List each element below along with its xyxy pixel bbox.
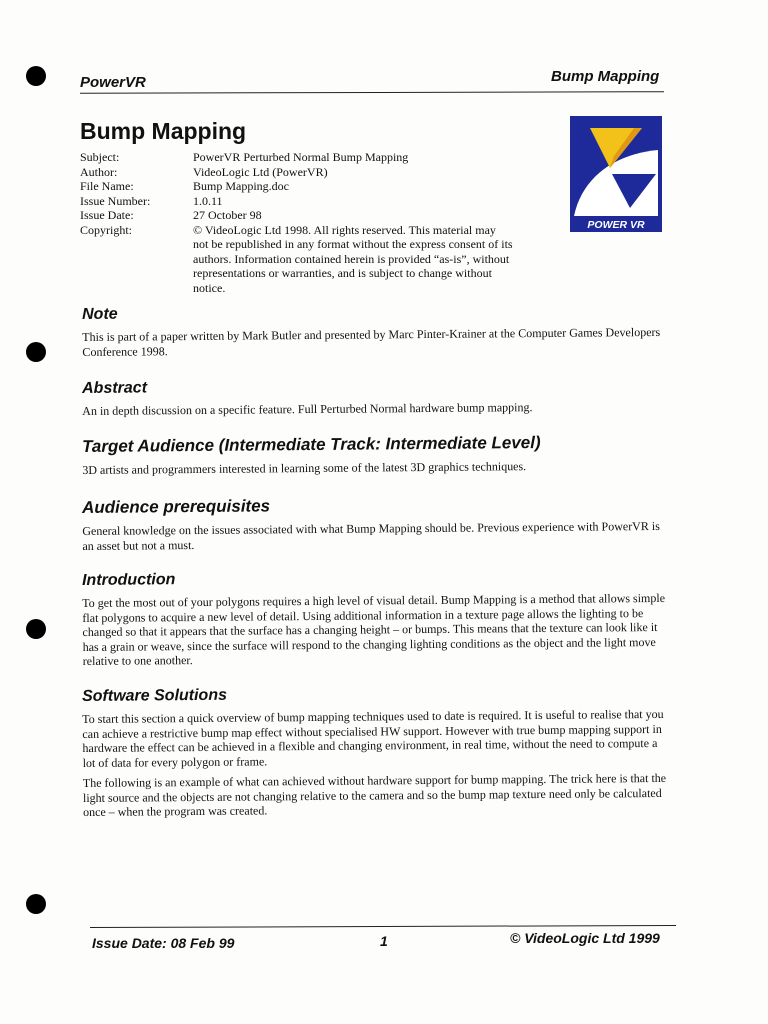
meta-value: VideoLogic Ltd (PowerVR) (193, 164, 328, 179)
page-title: Bump Mapping (80, 118, 247, 144)
section-note (82, 301, 672, 365)
footer-copyright: © VideoLogic Ltd 1999 (510, 930, 660, 946)
meta-row-file-name (80, 179, 513, 194)
meta-row-issue-date (80, 208, 513, 223)
section-paragraph: An in depth discussion on a specific feature. Full Perturbed Normal hardware bump mapping. (82, 400, 533, 418)
section-paragraph: To get the most out of your polygons requires a high level of visual detail. Bump Mapping is a method that allows simple flat polygons to acquire a new level of detail. Using additional information in a texture page allows the lighting to be changed so that it appears that the surface has a changing height – or bumps. This means that the texture can look like it has a grain or weave, since the surface will respond to the changing lighting conditions as the object and the light move relative to one another. (82, 590, 666, 668)
section-introduction (82, 567, 673, 675)
punch-hole (26, 342, 46, 362)
header-left: PowerVR (80, 74, 146, 91)
section-abstract (82, 375, 672, 425)
footer-page-number: 1 (380, 933, 388, 949)
meta-value: Bump Mapping.doc (193, 179, 289, 193)
meta-value: 27 October 98 (193, 208, 262, 222)
meta-value: © VideoLogic Ltd 1998. All rights reserved. This material may not be republished in any format without the express consent of its authors. Information contained herein is provided “as-is”, without representations or warranties, and is subject to change without notice. (193, 222, 513, 295)
meta-key: Subject: (80, 150, 120, 164)
section-paragraph: General knowledge on the issues associated with what Bump Mapping should be. Previous experience with PowerVR is an asset but not a must. (82, 518, 660, 553)
meta-key: File Name: (80, 179, 134, 193)
section-paragraph: The following is an example of what can achieved without hardware support for bump mapping. The trick here is that the light source and the objects are not changing relative to the camera and so the bump map texture need only be calculated once – when the program was created. (82, 770, 667, 819)
section-heading: Abstract (82, 379, 148, 397)
meta-key: Issue Number: (80, 193, 151, 208)
punch-hole (26, 619, 46, 639)
powervr-logo (570, 116, 662, 232)
meta-row-issue-number (80, 194, 513, 209)
meta-key: Issue Date: (80, 208, 134, 222)
meta-row-copyright (80, 223, 513, 296)
meta-row-author (80, 165, 513, 180)
section-software-solutions (82, 683, 673, 826)
logo-text: POWER VR (587, 219, 645, 231)
meta-value: PowerVR Perturbed Normal Bump Mapping (193, 150, 409, 164)
punch-hole (26, 66, 46, 86)
section-heading: Introduction (82, 571, 176, 589)
section-target-audience (82, 432, 672, 484)
header-rule (80, 91, 664, 94)
section-audience-prerequisites (82, 493, 673, 559)
meta-row-subject (80, 150, 513, 165)
footer-rule (90, 925, 676, 928)
section-heading: Software Solutions (82, 686, 228, 705)
footer-issue-date: Issue Date: 08 Feb 99 (92, 935, 235, 951)
section-heading: Audience prerequisites (82, 496, 271, 517)
meta-key: Author: (80, 164, 118, 179)
document-metadata (80, 150, 513, 295)
section-paragraph: This is part of a paper written by Mark Butler and presented by Marc Pinter-Krainer at the Computer Games Developers Conference 1998. (82, 324, 661, 359)
section-heading: Target Audience (Intermediate Track: Intermediate Level) (82, 432, 541, 456)
meta-value: 1.0.11 (193, 193, 223, 208)
section-paragraph: To start this section a quick overview of bump mapping techniques used to date is required. It is useful to realise that you can achieve a restrictive bump map effect without specialised HW support. However with true bump mapping support in hardware the effect can be achieved in a flexible and changing environment, in real time, without the need to compute a lot of data for every polygon or frame. (82, 706, 664, 770)
meta-key: Copyright: (80, 222, 133, 237)
section-heading: Note (82, 305, 118, 323)
header-right: Bump Mapping (551, 68, 660, 85)
section-paragraph: 3D artists and programmers interested in learning some of the latest 3D graphics techniques. (82, 459, 527, 477)
punch-hole (26, 894, 46, 914)
